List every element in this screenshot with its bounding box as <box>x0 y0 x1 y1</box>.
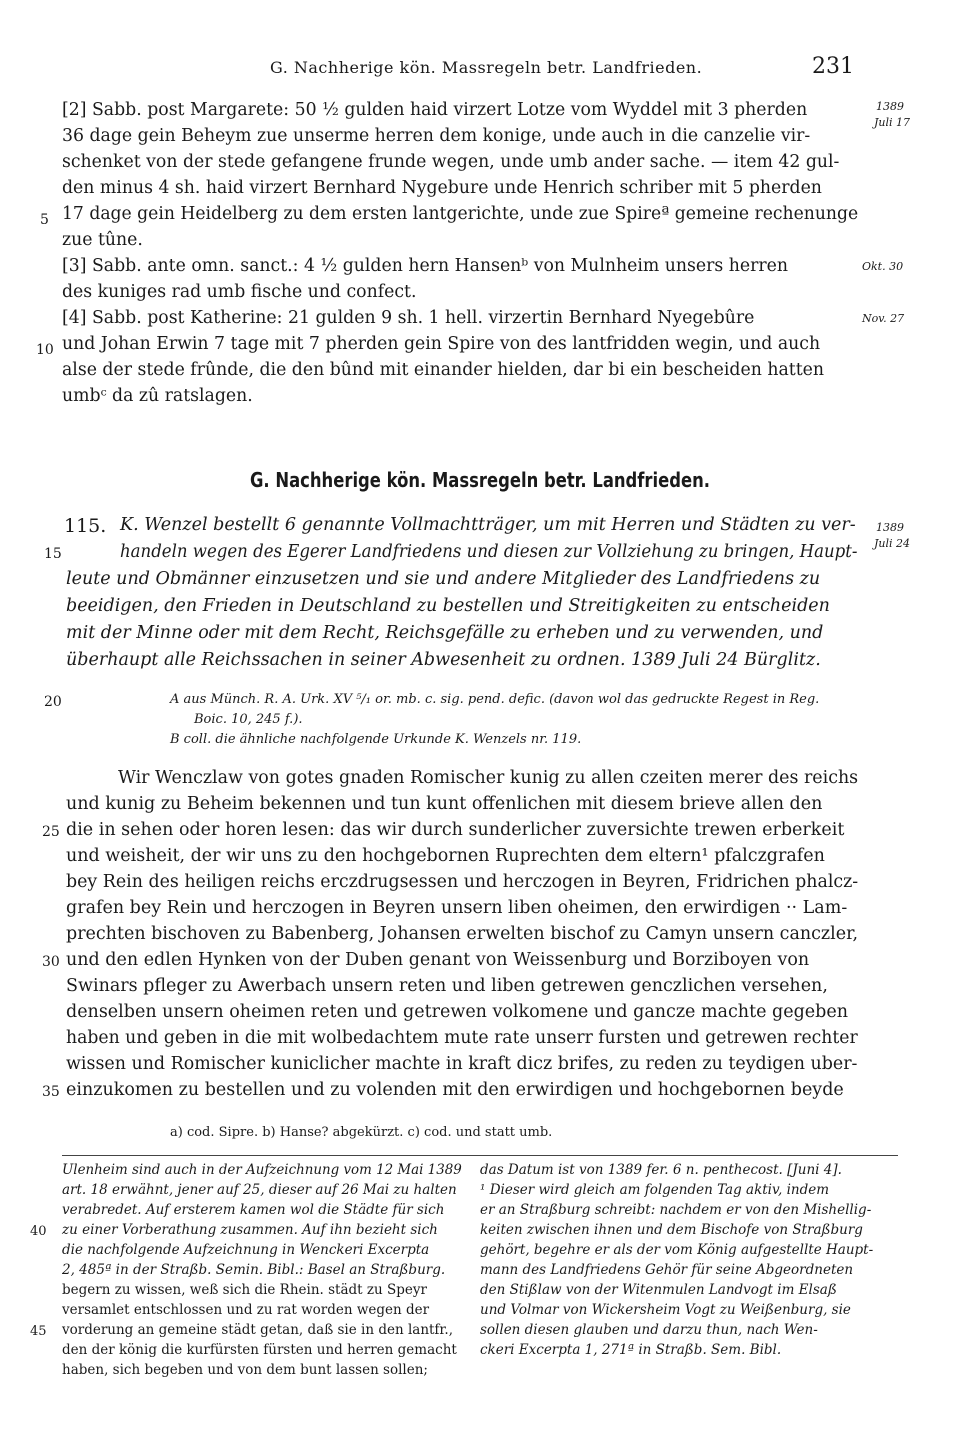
document-line: Wir Wenczlaw von gotes gnaden Romischer kunig zu allen czeiten merer des reichs <box>118 768 859 788</box>
textual-notes: a) cod. Sipre. b) Hanse? abgekürzt. c) cod. und statt umb. <box>170 1125 553 1140</box>
line-number: 15 <box>44 546 62 562</box>
intro-line: und Johan Erwin 7 tage mit 7 pherden gein Spire von des lantfridden wegin, und auch <box>62 334 821 354</box>
footnote-line: versamlet entschlossen und zu rat worden wegen der <box>62 1302 430 1318</box>
margin-year: 1389 <box>876 521 904 534</box>
line-number: 45 <box>30 1324 47 1339</box>
footnote-line: den Stißlaw von der Witenmulen Landvogt im Elsaß <box>480 1282 837 1298</box>
intro-line: [4] Sabb. post Katherine: 21 gulden 9 sh. 1 hell. virzertin Bernhard Nyegebûre <box>62 308 755 328</box>
line-number: 20 <box>44 694 62 710</box>
intro-line: 17 dage gein Heidelberg zu dem ersten lantgerichte, unde zue Spireª gemeine rechenunge <box>62 204 859 224</box>
document-line: bey Rein des heiligen reichs erczdrugsessen und herczogen in Beyren, Fridrichen phalcz- <box>66 872 859 892</box>
document-line: wissen und Romischer kuniclicher machte in kraft dicz brifes, zu reden zu teydigen uber- <box>66 1054 858 1074</box>
regest-line: mit der Minne oder mit dem Recht, Reichsgefälle zu erheben und zu verwenden, und <box>66 623 824 643</box>
document-line: prechten bischoven zu Babenberg, Johansen erwelten bischof zu Camyn unsern canczler, <box>66 924 859 944</box>
intro-line: schenket von der stede gefangene frunde wegen, unde umb ander sache. — item 42 gul- <box>62 152 840 172</box>
running-title: G. Nachherige kön. Massregeln betr. Landfrieden. <box>270 58 703 77</box>
document-line: die in sehen oder horen lesen: das wir durch sunderlicher zuversichte trewen erberkeit <box>66 820 845 840</box>
footnote-line: die nachfolgende Aufzeichnung in Wenckeri Excerpta <box>62 1242 430 1258</box>
footnote-line: den der könig die kurfürsten fürsten und herren gemacht <box>62 1342 457 1358</box>
regest-line: überhaupt alle Reichssachen in seiner Abwesenheit zu ordnen. 1389 Juli 24 Bürglitz. <box>66 650 821 670</box>
footnote-line: haben, sich begeben und von dem bunt lassen sollen; <box>62 1362 428 1378</box>
footnote-line: verabredet. Auf ersterem kamen wol die Städte für sich <box>62 1202 445 1218</box>
intro-line: 36 dage gein Beheym zue unserme herren dem konige, unde auch in die canzelie vir- <box>62 126 811 146</box>
document-line: und weisheit, der wir uns zu den hochgebornen Ruprechten dem eltern¹ pfalczgrafen <box>66 846 825 866</box>
footnote-line: das Datum ist von 1389 fer. 6 n. penthecost. [Juni 4]. <box>480 1162 842 1178</box>
footnote-line: er an Straßburg schreibt: nachdem er von den Mishellig- <box>480 1202 872 1218</box>
page-number: 231 <box>812 54 854 79</box>
footnote-line: ckeri Excerpta 1, 271ª in Straßb. Sem. Bibl. <box>480 1342 782 1358</box>
margin-date: Okt. 30 <box>862 260 904 273</box>
line-number: 5 <box>40 212 49 228</box>
document-line: denselben unsern oheimen reten und getrewen volkomene und gancze machte gegeben <box>66 1002 848 1022</box>
intro-line: [2] Sabb. post Margarete: 50 ½ gulden haid virzert Lotze vom Wyddel mit 3 pherden <box>62 100 808 120</box>
footnote-line: zu einer Vorberathung zusammen. Auf ihn bezieht sich <box>62 1222 438 1238</box>
intro-line: des kuniges rad umb fische und confect. <box>62 282 417 302</box>
footnote-line: begern zu wissen, weß sich die Rhein. städt zu Speyr <box>62 1282 427 1298</box>
footnote-line: 2, 485ª in der Straßb. Semin. Bibl.: Basel an Straßburg. <box>62 1262 446 1278</box>
line-number: 10 <box>36 342 54 358</box>
footnote-line: art. 18 erwähnt, jener auf 25, dieser auf 26 Mai zu halten <box>62 1182 457 1198</box>
margin-date: Juli 17 <box>874 116 911 129</box>
document-line: Swinars pfleger zu Awerbach unsern reten und liben getrewen genczlichen versehen, <box>66 976 828 996</box>
margin-date: Nov. 27 <box>862 312 905 325</box>
regest-line: K. Wenzel bestellt 6 genannte Vollmachtträger, um mit Herren und Städten zu ver- <box>120 515 856 535</box>
line-number: 35 <box>42 1084 60 1100</box>
regest-number: 115. <box>64 515 107 537</box>
line-number: 40 <box>30 1224 47 1239</box>
intro-line: den minus 4 sh. haid virzert Bernhard Nygebure unde Henrich schriber mit 5 pherden <box>62 178 822 198</box>
regest-line: handeln wegen des Egerer Landfriedens und diesen zur Vollziehung zu bringen, Haupt- <box>120 542 858 562</box>
footnote-line: vorderung an gemeine städt getan, daß sie in den lantfr., <box>62 1322 453 1338</box>
footnote-line: ¹ Dieser wird gleich am folgenden Tag aktiv, indem <box>480 1182 830 1198</box>
intro-line: umbᶜ da zû ratslagen. <box>62 386 253 406</box>
footnote-line: sollen diesen glauben und darzu thun, nach Wen- <box>480 1322 818 1338</box>
regest-line: beeidigen, den Frieden in Deutschland zu bestellen und Streitigkeiten zu entscheiden <box>66 596 830 616</box>
footnote-line: und Volmar von Wickersheim Vogt zu Weißenburg, sie <box>480 1302 851 1318</box>
document-line: grafen bey Rein und herczogen in Beyren unsern liben oheimen, den erwirdigen ·· Lam- <box>66 898 848 918</box>
intro-line: [3] Sabb. ante omn. sanct.: 4 ½ gulden hern Hansenᵇ von Mulnheim unsers herren <box>62 256 788 276</box>
line-number: 30 <box>42 954 60 970</box>
apparatus-line: Boic. 10, 245 f.). <box>194 712 303 727</box>
footnote-line: Ulenheim sind auch in der Aufzeichnung vom 12 Mai 1389 <box>62 1162 462 1178</box>
section-title: G. Nachherige kön. Massregeln betr. Landfrieden. <box>249 468 711 492</box>
document-line: und den edlen Hynken von der Duben genant von Weissenburg und Borziboyen von <box>66 950 810 970</box>
intro-line: zue tûne. <box>62 230 143 250</box>
regest-line: leute und Obmänner einzusetzen und sie und andere Mitglieder des Landfriedens zu <box>66 569 821 589</box>
footnote-line: keiten zwischen ihnen und dem Bischofe von Straßburg <box>480 1222 863 1238</box>
apparatus-line: A aus Münch. R. A. Urk. XV ⁵/₁ or. mb. c. sig. pend. defic. (davon wol das gedruckte Regest in Reg. <box>170 692 820 707</box>
margin-date: Juli 24 <box>874 537 911 550</box>
document-line: haben und geben in die mit wolbedachtem mute rate unserr fursten und getrewen rechter <box>66 1028 858 1048</box>
footnote-line: gehört, begehre er als der vom König aufgestellte Haupt- <box>480 1242 874 1258</box>
footnote-line: mann des Landfriedens Gehör für seine Abgeordneten <box>480 1262 854 1278</box>
line-number: 25 <box>42 824 60 840</box>
apparatus-line: B coll. die ähnliche nachfolgende Urkunde K. Wenzels nr. 119. <box>170 732 582 747</box>
intro-line: alse der stede frûnde, die den bûnd mit einander hielden, dar bi ein bescheiden hatten <box>62 360 824 380</box>
document-line: und kunig zu Beheim bekennen und tun kunt offenlichen mit diesem brieve allen den <box>66 794 823 814</box>
margin-year: 1389 <box>876 100 904 113</box>
footnote-separator <box>62 1155 898 1156</box>
document-line: einzukomen zu bestellen und zu volenden mit den erwirdigen und hochgebornen beyde <box>66 1080 844 1100</box>
